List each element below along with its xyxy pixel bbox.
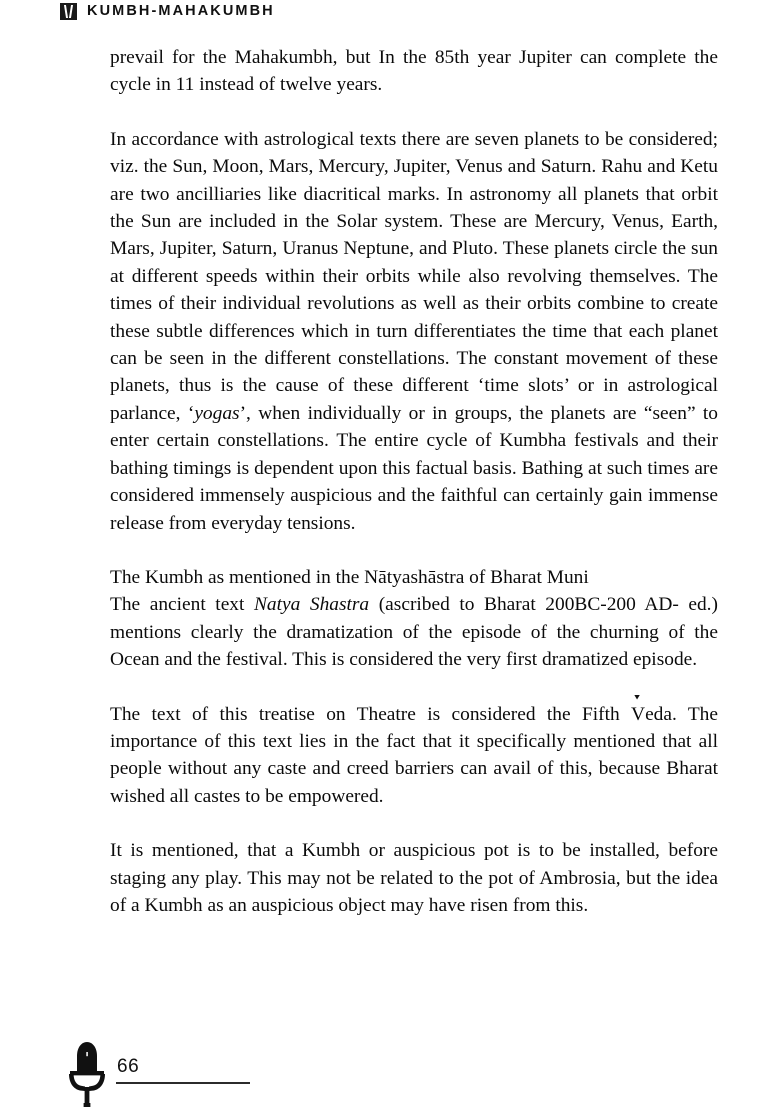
footer-rule (116, 1082, 250, 1084)
paragraph-text-part: ’, when individually or in groups, the planets are “seen” to enter certain constellations. The entire cycle of Kumbha festivals and their bathing timings is dependent upon this factual basis. Bathing at such times are considered immensely auspicious and the faithful can certainly gain immense release from everyday tensions. (110, 402, 718, 534)
paragraph-jupiter-cycle: prevail for the Mahakumbh, but In the 85th year Jupiter can complete the cycle in 11 instead of twelve years. (110, 47, 718, 96)
running-header (60, 3, 275, 20)
paragraph-auspicious-pot: It is mentioned, that a Kumbh or auspicious pot is to be installed, before staging any play. This may not be related to the pot of Ambrosia, but the idea of a Kumbh as an auspicious object may have risen from this. (110, 840, 718, 916)
heading-natyashastra: The Kumbh as mentioned in the Nātyashāstra of Bharat Muni (110, 566, 589, 588)
kumbh-pot-icon (60, 3, 77, 20)
paragraph-text-part: The ancient text (110, 594, 254, 616)
paragraph-text-part: In accordance with astrological texts there are seven planets to be considered; viz. the Sun, Moon, Mars, Mercury, Jupiter, Venus and Saturn. Rahu and Ketu are two ancilliaries like diacritical marks. In astronomy all planets that orbit the Sun are included in the Solar system. These are Mercury, Venus, Earth, Mars, Jupiter, Saturn, Uranus Neptune, and Pluto. These planets circle the sun at different speeds within their orbits while also revolving themselves. The times of their individual revolutions as well as their orbits combine to create these subtle differences which in turn differentiates the time that each planet can be seen in the different constellations. The constant movement of these planets, thus is the cause of these different ‘time slots’ or in astrological parlance, ‘ (110, 128, 718, 424)
body-text-block (110, 44, 718, 919)
paragraph-text-part: eda. The importance of this text lies in the fact that it specifically mentioned that all people without any caste and creed barriers can avail of this, because Bharat wished all castes to be empowered. (110, 703, 718, 807)
kalash-pot-ornament-icon (65, 1037, 109, 1108)
italic-title-natya-shastra: Natya Shastra (253, 594, 370, 616)
paragraph-text-part: (ascribed to Bharat 200BC-200 AD- ed.) mentions clearly the dramatization of the episode of the churning of the Ocean and the festival. This is considered the very first dramatized episode. (110, 594, 718, 671)
paragraph-text-part: The text of this treatise on Theatre is considered the Fifth (110, 703, 632, 725)
page-number: 66 (117, 1056, 140, 1077)
paragraph-seven-planets (110, 126, 718, 537)
running-header-title: KUMBH-MAHAKUMBH (87, 3, 275, 20)
italic-term-yogas: yogas (194, 402, 240, 424)
paragraph-fifth-veda (110, 701, 718, 811)
paragraph-natya-shastra (110, 591, 718, 673)
page-footer (60, 1035, 360, 1108)
scan-speck-artifact: V (631, 701, 645, 728)
